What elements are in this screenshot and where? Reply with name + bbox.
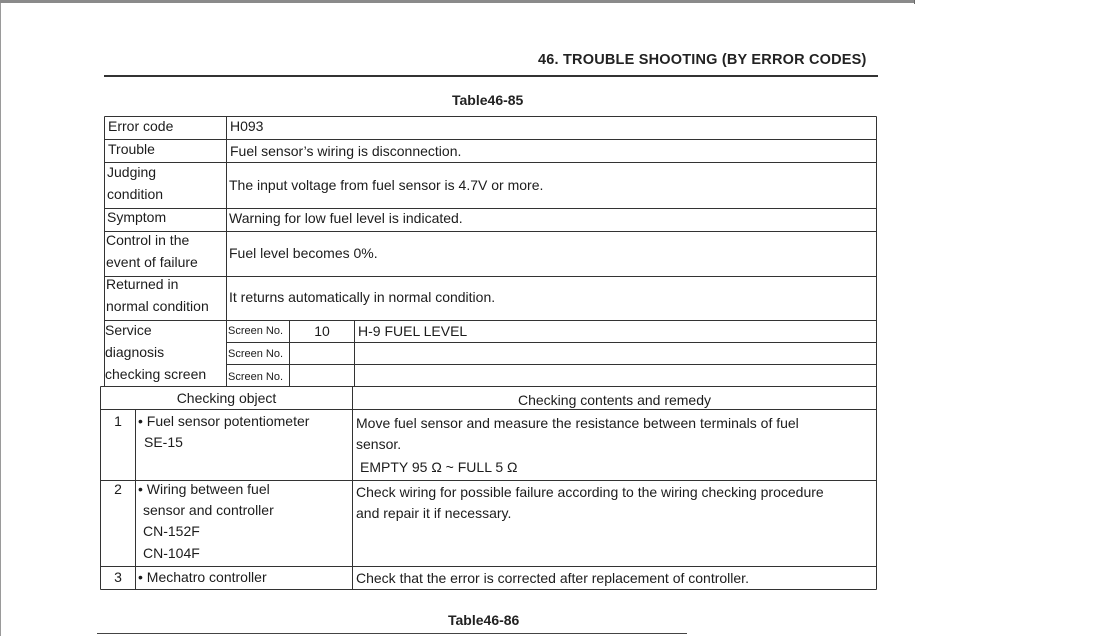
check-item-remedy-line3: EMPTY 95 Ω ~ FULL 5 Ω [360,459,518,475]
check-item-object-line3: CN-152F [143,523,200,539]
check-item-object: • Fuel sensor potentiometer [138,413,310,429]
check-item-number: 3 [114,569,122,585]
symptom-label: Symptom [107,209,167,225]
check-item-object-line2: SE-15 [144,434,183,450]
check-item-object-line4: CN-104F [143,545,200,561]
error-code-value: H093 [230,118,264,134]
viewer-top-border [0,0,915,3]
control-label-line2: event of failure [106,254,198,270]
check-item-number: 1 [114,413,122,429]
judging-label-line1: Judging [107,164,157,180]
service-label-line1: Service [105,322,152,338]
check-item-remedy-line2: and repair it if necessary. [356,505,512,521]
checking-remedy-header: Checking contents and remedy [518,392,711,408]
next-table-caption: Table46-86 [448,612,520,628]
checking-object-header: Checking object [176,390,277,406]
viewer-left-border [0,3,1,636]
check-item-object-line2: sensor and controller [143,502,274,518]
trouble-value: Fuel sensor’s wiring is disconnection. [230,143,462,159]
control-label-line1: Control in the [106,232,190,248]
section-title: 46. TROUBLE SHOOTING (BY ERROR CODES) [538,52,867,68]
next-table-top-rule [97,633,687,634]
check-item-object: • Mechatro controller [138,569,267,585]
check-item-number: 2 [114,481,122,497]
service-label-line3: checking screen [105,366,207,382]
table-caption: Table46-85 [452,92,524,108]
header-rule [104,75,878,77]
screen-number [291,321,353,342]
screen-name: H-9 FUEL LEVEL [358,323,468,339]
judging-label-line2: condition [107,186,164,202]
check-item-remedy: Move fuel sensor and measure the resistance between terminals of fuel [356,415,799,431]
check-item-remedy: Check that the error is corrected after replacement of controller. [356,570,749,586]
screen-no-label: Screen No. [228,348,284,360]
symptom-value: Warning for low fuel level is indicated. [229,210,463,226]
trouble-label: Trouble [108,141,155,157]
error-code-label: Error code [108,118,174,134]
screen-no-label: Screen No. [228,325,284,337]
returned-value: It returns automatically in normal condition. [229,289,496,305]
returned-label-line1: Returned in [106,276,179,292]
screen-no-label: Screen No. [228,371,284,383]
check-item-remedy: Check wiring for possible failure according to the wiring checking procedure [356,484,824,500]
returned-label-line2: normal condition [106,298,209,314]
screen-number-value: 10 [314,323,330,339]
judging-value: The input voltage from fuel sensor is 4.7V or more. [229,177,544,193]
check-item-object: • Wiring between fuel [138,481,270,497]
viewer-right-border [914,0,915,4]
check-item-remedy-line2: sensor. [356,436,402,452]
service-label-line2: diagnosis [105,344,165,360]
control-value: Fuel level becomes 0%. [229,245,378,261]
